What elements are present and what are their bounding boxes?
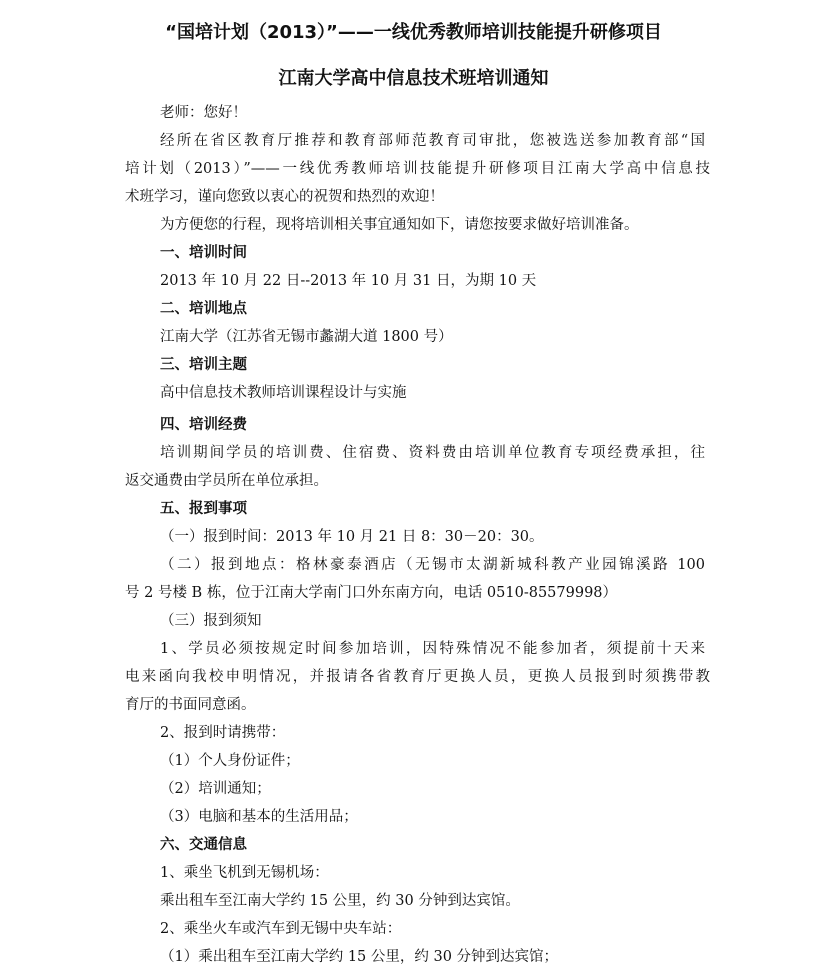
registration-place-line-2: 号 2 号楼 B 栋，位于江南大学南门口外东南方向，电话 0510-85579998） [125, 585, 618, 601]
transport-train: 2、乘坐火车或汽车到无锡中央车站： [160, 921, 402, 937]
transport-airport: 1、乘坐飞机到无锡机场： [160, 865, 329, 881]
section-transport-heading: 六、交通信息 [160, 837, 247, 853]
note1-line-3: 育厅的书面同意函。 [125, 697, 256, 713]
note1-line-1: 1、学员必须按规定时间参加培训，因特殊情况不能参加者，须提前十天来 [160, 641, 705, 657]
greeting: 老师：您好！ [160, 105, 247, 121]
intro-line-2: 培计划（2013）”——一线优秀教师培训技能提升研修项目江南大学高中信息技 [125, 161, 710, 177]
section-time-heading: 一、培训时间 [160, 245, 247, 261]
section-theme-heading: 三、培训主题 [160, 357, 247, 373]
section-time-text: 2013 年 10 月 22 日--2013 年 10 月 31 日，为期 10 天 [160, 273, 537, 289]
section-place-heading: 二、培训地点 [160, 301, 247, 317]
intro-line-1: 经所在省区教育厅推荐和教育部师范教育司审批，您被选送参加教育部“国 [160, 133, 705, 149]
note2: 2、报到时请携带： [160, 725, 286, 741]
intro-line-3: 术班学习，谨向您致以衷心的祝贺和热烈的欢迎！ [125, 189, 444, 205]
section-fees-heading: 四、培训经费 [160, 417, 247, 433]
notice-intro: 为方便您的行程，现将培训相关事宜通知如下，请您按要求做好培训准备。 [160, 217, 639, 233]
section-theme-text: 高中信息技术教师培训课程设计与实施 [160, 385, 407, 401]
document-title: “国培计划（2013）”——一线优秀教师培训技能提升研修项目 [165, 22, 662, 43]
section-place-text: 江南大学（江苏省无锡市蠡湖大道 1800 号） [160, 329, 453, 345]
section-fees-line-1: 培训期间学员的培训费、住宿费、资料费由培训单位教育专项经费承担，往 [160, 445, 705, 461]
list-item-supplies: （3）电脑和基本的生活用品； [160, 809, 358, 825]
transport-airport-detail: 乘出租车至江南大学约 15 公里，约 30 分钟到达宾馆。 [160, 893, 520, 909]
list-item-notice: （2）培训通知； [160, 781, 271, 797]
list-item-id: （1）个人身份证件； [160, 753, 300, 769]
note1-line-2: 电来函向我校申明情况，并报请各省教育厅更换人员，更换人员报到时须携带教 [125, 669, 710, 685]
transport-train-detail: （1）乘出租车至江南大学约 15 公里，约 30 分钟到达宾馆； [160, 949, 559, 965]
section-registration-heading: 五、报到事项 [160, 501, 247, 517]
registration-notes-heading: （三）报到须知 [160, 613, 262, 629]
section-fees-line-2: 返交通费由学员所在单位承担。 [125, 473, 328, 489]
registration-place-line-1: （二）报到地点：格林豪泰酒店（无锡市太湖新城科教产业园锦溪路 100 [160, 557, 705, 573]
registration-time: （一）报到时间：2013 年 10 月 21 日 8：30－20：30。 [160, 529, 544, 545]
document-subtitle: 江南大学高中信息技术班培训通知 [278, 68, 549, 89]
